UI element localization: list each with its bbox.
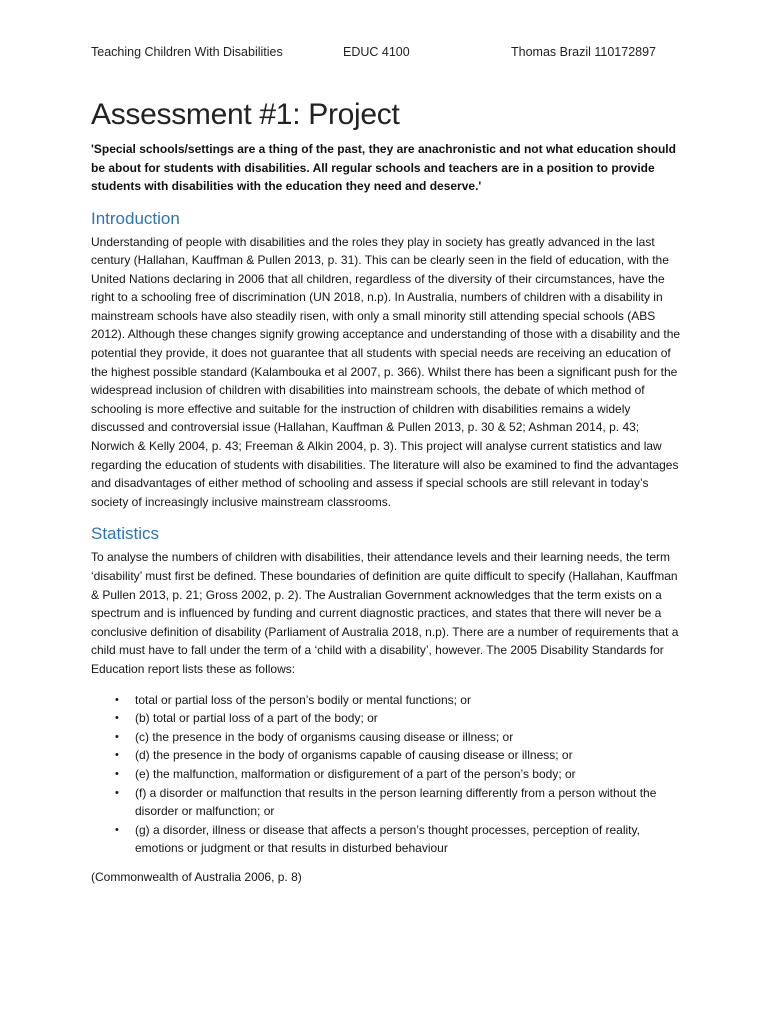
introduction-heading: Introduction (91, 208, 180, 228)
list-item-text: (d) the presence in the body of organisms capable of causing disease or illness; or (135, 748, 573, 763)
document-body (91, 96, 681, 899)
bullet-icon: • (115, 693, 119, 706)
statistics-paragraph: To analyse the numbers of children with disabilities, their attendance levels and their learning needs, the term ‘disability’ must first be defined. These boundaries of definition are quite difficult to specify (Hallahan, Kauffman & Pullen 2013, p. 21; Gross 2002, p. 2). The Australian Government acknowledges that the term exists on a spectrum and is influenced by funding and current diagnostic practices, and states that there will never be a conclusive definition of disability (Parliament of Australia 2018, n.p). There are a number of requirements that a child must have to fall under the term of a ‘child with a disability’, however. The 2005 Disability Standards for Education report lists these as follows: (91, 550, 679, 676)
list-item (91, 821, 681, 858)
assignment-quote: 'Special schools/settings are a thing of the past, they are anachronistic and not what education should be about for students with disabilities. All regular schools and teachers are in a position to provide students with disabilities with the education they need and deserve.' (91, 142, 676, 193)
list-item-text: (f) a disorder or malfunction that results in the person learning differently from a person without the disorder or malfunction; or (135, 785, 657, 819)
bullet-icon: • (115, 749, 119, 762)
bullet-icon: • (115, 712, 119, 725)
list-item (91, 784, 681, 821)
header-course: Teaching Children With Disabilities (91, 45, 283, 59)
list-item (91, 746, 681, 765)
list-item (91, 691, 681, 710)
header-course-code: EDUC 4100 (343, 45, 410, 59)
citation: (Commonwealth of Australia 2006, p. 8) (91, 869, 302, 884)
list-item-text: total or partial loss of the person’s bodily or mental functions; or (135, 692, 471, 707)
list-item-text: (c) the presence in the body of organisms causing disease or illness; or (135, 729, 514, 744)
bullet-icon: • (115, 767, 119, 780)
header-author: Thomas Brazil 110172897 (511, 45, 656, 59)
page-title: Assessment #1: Project (91, 98, 400, 131)
disability-criteria-list (91, 691, 681, 858)
list-item (91, 728, 681, 747)
bullet-icon: • (115, 823, 119, 836)
list-item (91, 709, 681, 728)
list-item (91, 765, 681, 784)
bullet-icon: • (115, 730, 119, 743)
statistics-heading: Statistics (91, 524, 160, 544)
list-item-text: (g) a disorder, illness or disease that affects a person’s thought processes, perception of reality, emotions or judgment or that results in disturbed behaviour (135, 822, 640, 856)
bullet-icon: • (115, 786, 119, 799)
list-item-text: (e) the malfunction, malformation or disfigurement of a part of the person’s body; or (135, 766, 576, 781)
introduction-paragraph: Understanding of people with disabilities and the roles they play in society has greatly advanced in the last century (Hallahan, Kauffman & Pullen 2013, p. 31). This can be clearly seen in the field of education, with the United Nations declaring in 2006 that all children, regardless of the diversity of their circumstances, have the right to a schooling free of discrimination (UN 2018, n.p). In Australia, numbers of children with a disability in mainstream schools have also steadily risen, with only a small minority still attending special schools (ABS 2012). Although these changes signify growing acceptance and understanding of those with a disability and the potential they provide, it does not guarantee that all students with special needs are receiving an education of the highest possible standard (Kalambouka et al 2007, p. 366). Whilst there has been a significant push for the widespread inclusion of children with disabilities into mainstream schools, the debate of which method of schooling is more effective and suitable for the instruction of children with disabilities remains a widely discussed and controversial issue (Hallahan, Kauffman & Pullen 2013, p. 30 & 52; Ashman 2014, p. 43; Norwich & Kelly 2004, p. 43; Freeman & Alkin 2004, p. 3). This project will analyse current statistics and law regarding the education of students with disabilities. The literature will also be examined to find the advantages and disadvantages of either method of schooling and assess if special schools are still relevant in today’s society of increasingly inclusive mainstream classrooms. (91, 234, 681, 509)
list-item-text: (b) total or partial loss of a part of the body; or (135, 711, 378, 726)
page-header (91, 45, 671, 65)
